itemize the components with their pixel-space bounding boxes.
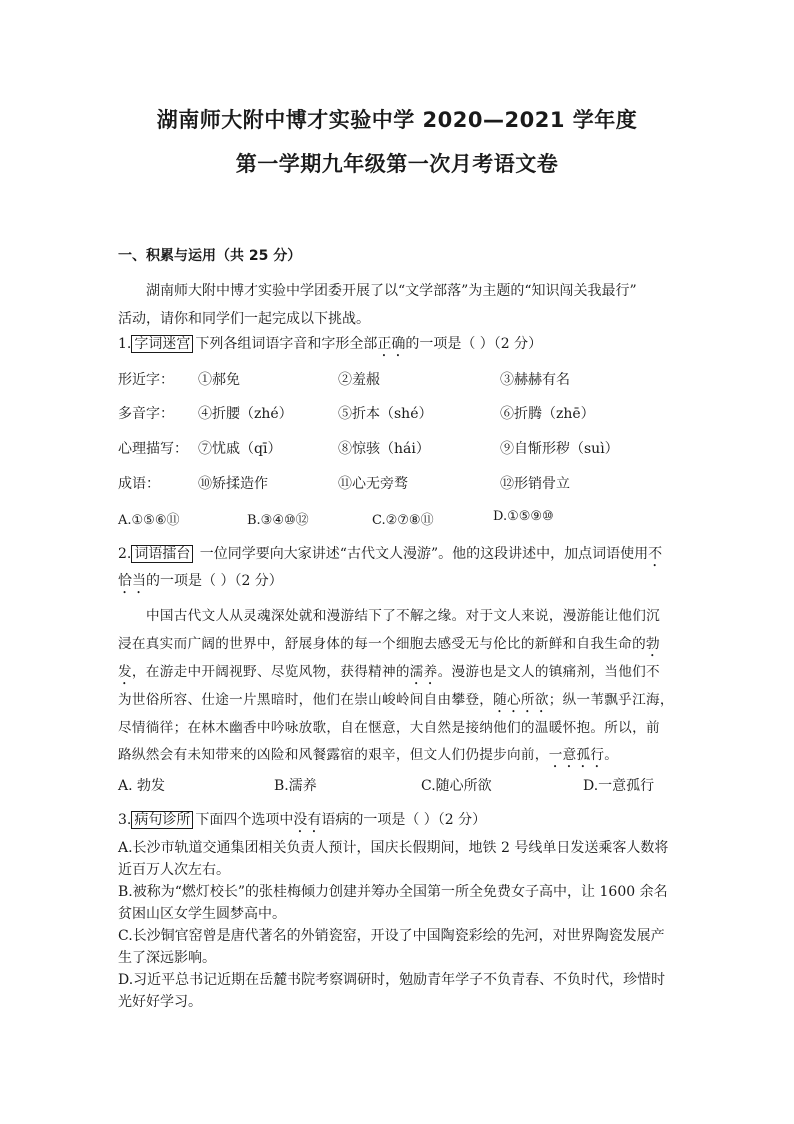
- emphasis-text: 随心所欲: [493, 692, 549, 708]
- intro-text-line1: 湖南师大附中博才实验中学团委开展了以“文学部落”为主题的“知识闯关我最行”: [146, 283, 637, 299]
- q3-option-line: A.长沙市轨道交通集团相关负责人预计，国庆长假期间，地铁 2 号线单日发送乘客人数将: [118, 840, 669, 856]
- q1-item: ④折腰（zhé）: [198, 406, 293, 422]
- q3-option-line: D.习近平总书记近期在岳麓书院考察调研时，勉励青年学子不负青春、不负时代，珍惜时: [118, 972, 666, 988]
- q3-option-line: C.长沙铜官窑曾是唐代著名的外销瓷窑，开设了中国陶瓷彩绘的先河，对世界陶瓷发展产: [118, 928, 665, 944]
- q3-option-line: B.被称为“燃灯校长”的张桂梅倾力创建并筹办全国第一所全免费女子高中，让 1600 余名: [118, 884, 668, 900]
- intro-text-line2: 活动，请你和同学们一起完成以下挑战。: [118, 311, 370, 327]
- question-2-stem: [118, 543, 662, 570]
- question-tag: 字词迷宫: [131, 335, 193, 353]
- stem-text: 下面四个选项中: [195, 812, 294, 828]
- question-tag: 词语擂台: [131, 545, 193, 563]
- stem-text: 下列各组词语字音和字形全部: [195, 336, 378, 352]
- q1-row-label: 成语：: [118, 476, 160, 492]
- passage-text: 。: [604, 747, 619, 763]
- q3-option-line: 贫困山区女学生圆梦高中。: [118, 906, 286, 922]
- q3-option-line: 光好好学习。: [118, 994, 202, 1010]
- q2-option-a: A. 勃发: [118, 778, 166, 794]
- passage-line: [118, 688, 674, 716]
- question-number: 1.: [118, 336, 132, 352]
- emphasis-text: 不: [648, 546, 663, 562]
- stem-text: 的一项是（ ）（2 分）: [405, 336, 543, 352]
- q1-row-label: 形近字：: [118, 372, 174, 388]
- page-title-line2: 第一学期九年级第一次月考语文卷: [235, 152, 559, 176]
- q3-option-line: 近百万人次左右。: [118, 862, 230, 878]
- q1-option-d: D.①⑤⑨⑩: [493, 509, 554, 524]
- emphasis-text: 发: [118, 664, 132, 680]
- passage-text: 为世俗所容、仕途一片黑暗时，他们在崇山峻岭间自由攀登，: [118, 692, 494, 708]
- page-title-line1: 湖南师大附中博才实验中学 2020—2021 学年度: [156, 108, 638, 132]
- emphasis-text: 恰当: [118, 573, 146, 589]
- emphasis-text: 一意孤行: [548, 747, 605, 763]
- q1-item: ⑫形销骨立: [500, 476, 570, 492]
- q1-row-label: 多音字：: [118, 406, 174, 422]
- passage-line: 中国古代文人从灵魂深处就和漫游结下了不解之缘。对于文人来说，漫游能让他们沉: [146, 608, 661, 624]
- stem-text: 语病的一项是（ ）（2 分）: [321, 812, 487, 828]
- question-1-stem: [118, 333, 542, 360]
- passage-text: ；纵一苇飘乎江海，: [548, 692, 674, 708]
- q1-item: ⑧惊骇（hái）: [338, 441, 430, 457]
- passage-text: ，在游走中开阔视野、尽览风物，获得精神的: [131, 664, 410, 680]
- q2-option-d: D.一意孤行: [583, 778, 655, 794]
- q1-item: ②羞赧: [338, 372, 380, 388]
- q2-option-b: B.濡养: [274, 778, 317, 794]
- passage-text: 浸在真实而广阔的世界中，舒展身体的每一个细胞去感受无与伦比的新鲜和自我生命的: [118, 636, 646, 652]
- passage-line: 尽情徜徉；在林木幽香中吟咏放歌，自在惬意，大自然是接纳他们的温暖怀抱。所以，前: [118, 720, 660, 736]
- q1-item: ⑦忧戚（qī）: [198, 441, 282, 457]
- section-heading: 一、积累与运用（共 25 分）: [118, 248, 302, 264]
- emphasis-text: 正确: [377, 336, 406, 352]
- stem-text: 一位同学要向大家讲述“古代文人漫游”。他的这段讲述中，加点词语使用: [195, 546, 649, 562]
- question-number: 2.: [118, 546, 132, 562]
- emphasis-text: 没有: [293, 812, 322, 828]
- q1-item: ①郝免: [198, 372, 240, 388]
- q1-item: ⑪心无旁骛: [338, 476, 408, 492]
- q1-item: ⑩矫揉造作: [198, 476, 268, 492]
- passage-line: [118, 660, 660, 688]
- q1-row-label: 心理描写：: [118, 441, 188, 457]
- q1-item: ⑤折本（shé）: [338, 406, 433, 422]
- q1-option-a: A.①⑤⑥⑪: [118, 513, 180, 528]
- q2-option-c: C.随心所欲: [421, 778, 492, 794]
- q3-option-line: 生了深远影响。: [118, 950, 216, 966]
- q1-item: ⑥折腾（zhē）: [500, 406, 595, 422]
- stem-text: 的一项是（ ）（2 分）: [146, 573, 283, 589]
- question-2-stem-cont: [118, 570, 283, 597]
- q1-option-b: B.③④⑩⑫: [247, 513, 309, 528]
- question-3-stem: [118, 809, 486, 836]
- passage-text: 。漫游也是文人的镇痛剂，当他们不: [437, 664, 660, 680]
- passage-line: [118, 632, 660, 660]
- q1-option-c: C.②⑦⑧⑪: [372, 513, 434, 528]
- q1-item: ⑨自惭形秽（suì）: [500, 441, 619, 457]
- question-tag: 病句诊所: [131, 811, 193, 829]
- q1-item: ③赫赫有名: [500, 372, 570, 388]
- emphasis-text: 濡养: [409, 664, 438, 680]
- emphasis-text: 勃: [645, 636, 660, 652]
- question-number: 3.: [118, 812, 132, 828]
- passage-text: 路纵然会有未知带来的凶险和风餐露宿的艰辛，但文人们仍提步向前，: [118, 747, 549, 763]
- passage-line: [118, 743, 618, 771]
